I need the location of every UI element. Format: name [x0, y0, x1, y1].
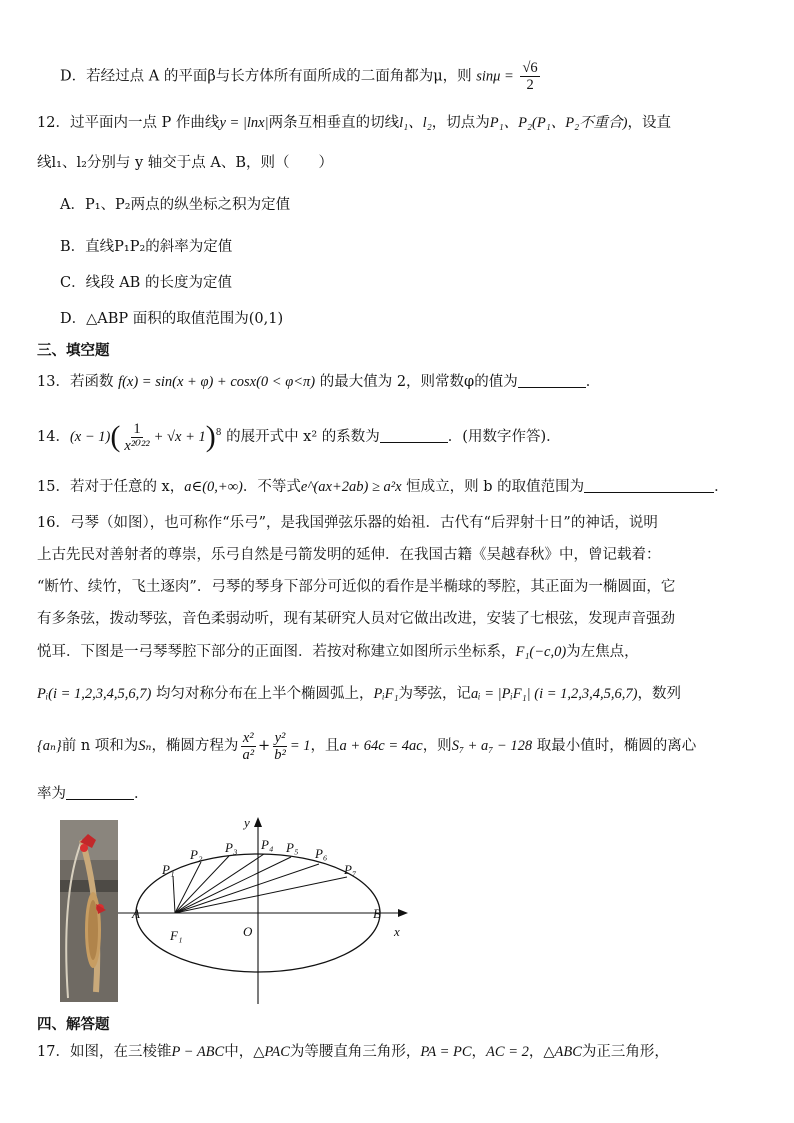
label-p6: P₆: [315, 846, 328, 861]
bow-harp-photo: [60, 820, 118, 1002]
q12-option-d: D．△ABP 面积的取值范围为(0,1): [60, 311, 284, 327]
q15: 15．若对于任意的 x，a∈(0,+∞)．不等式e^(ax+2ab) ≥ a²x 恒成立，则 b 的取值范围为 ．: [37, 479, 729, 495]
string-p7: [175, 877, 347, 913]
q17: 17．如图，在三棱锥P − ABC中，△PAC为等腰直角三角形，PA = PC，AC = 2，△ABC为正三角形，: [37, 1044, 669, 1060]
section-heading-fill-in: 三、填空题: [37, 343, 110, 359]
label-p1: P₁: [162, 862, 175, 877]
y-axis-arrow: [254, 817, 262, 827]
answer-blank[interactable]: [66, 785, 134, 800]
label-p4: P₄: [261, 837, 274, 852]
string-p3: [175, 856, 229, 913]
q16-line4: 有多条弦，拨动琴弦，音色柔弱动听，现有某研究人员对它做出改进，安装了七根弦，发现声音强劲: [37, 611, 675, 627]
q13: 13．若函数 f(x) = sin(x + φ) + cosx(0 < φ<π) 的最大值为 2，则常数φ的值为 ．: [37, 374, 601, 390]
q12-stem-line2: 线l₁、l₂分别与 y 轴交于点 A、B，则（ ）: [37, 155, 334, 171]
label-o: O: [243, 924, 253, 939]
label-y: y: [244, 815, 250, 830]
answer-blank[interactable]: [380, 428, 448, 443]
q16-line3: “断竹、续竹，飞土逐肉”．弓琴的琴身下部分可近似的看作是半椭球的琴腔，其正面为一椭圆面，它: [37, 579, 676, 595]
x-axis-arrow: [398, 909, 408, 917]
label-f1: F₁: [170, 928, 183, 943]
label-p2: P₂: [190, 847, 203, 862]
q12-option-c: C．线段 AB 的长度为定值: [60, 275, 232, 291]
q14: 14．(x − 1)( $\frac{1}{\text{x²⁰²²}}$ + √x + 1)$^8$ 的展开式中 x² 的系数为 ．(用数字作答)．: [37, 420, 561, 454]
q16-line6: Pᵢ(i = 1,2,3,4,5,6,7) 均匀对称分布在上半个椭圆弧上，PᵢF₁为琴弦，记aᵢ = |PᵢF₁| (i = 1,2,3,4,5,6,7)，数列: [37, 686, 681, 702]
label-b: B: [373, 906, 381, 921]
label-p7: P₇: [344, 862, 357, 877]
q16-line2: 上古先民对善射者的尊崇，乐弓自然是弓箭发明的延伸．在我国古籍《吴越春秋》中，曾记载着：: [37, 547, 661, 563]
q16-line8: 率为 ．: [37, 786, 149, 802]
q11-option-d: D．若经过点 A 的平面β与长方体所有面所成的二面角都为μ，则 sinμ = $\frac{√6}{2}$: [60, 60, 538, 93]
answer-blank[interactable]: [584, 478, 714, 493]
label-p3: P₃: [225, 840, 238, 855]
label-x: x: [394, 924, 400, 939]
q16-line5: 悦耳．下图是一弓琴琴腔下部分的正面图．若按对称建立如图所示坐标系，F₁(−c,0)为左焦点，: [37, 644, 639, 660]
ellipse-diagram: [118, 812, 418, 1007]
section-heading-solve: 四、解答题: [37, 1017, 110, 1033]
string-p1: [173, 876, 175, 913]
q12-option-b: B．直线P₁P₂的斜率为定值: [60, 239, 233, 255]
q16-line1: 16．弓琴（如图），也可称作“乐弓”，是我国弹弦乐器的始祖．古代有“后羿射十日”的神话，说明: [37, 515, 658, 531]
label-a: A: [132, 906, 140, 921]
string-p5: [175, 857, 291, 913]
fraction: $\frac{√6}{2}$: [522, 60, 538, 93]
q12-option-a: A．P₁、P₂两点的纵坐标之积为定值: [60, 197, 291, 213]
label-p5: P₅: [286, 840, 299, 855]
q12-stem-line1: 12．过平面内一点 P 作曲线y = |lnx|两条互相垂直的切线l₁、l₂，切点为P₁、P₂(P₁、P₂不重合)，设直: [37, 115, 671, 131]
answer-blank[interactable]: [518, 373, 586, 388]
q16-line7: {aₙ}前 n 项和为Sₙ，椭圆方程为 $\frac{\text{x²}}{\text{a²}}$ + $\frac{\text{y²}}{\text{b²}}$ = 1，且a + 64c = 4ac，则S₇ + a₇ − 128 取最小值时，椭圆的离心: [37, 729, 697, 763]
